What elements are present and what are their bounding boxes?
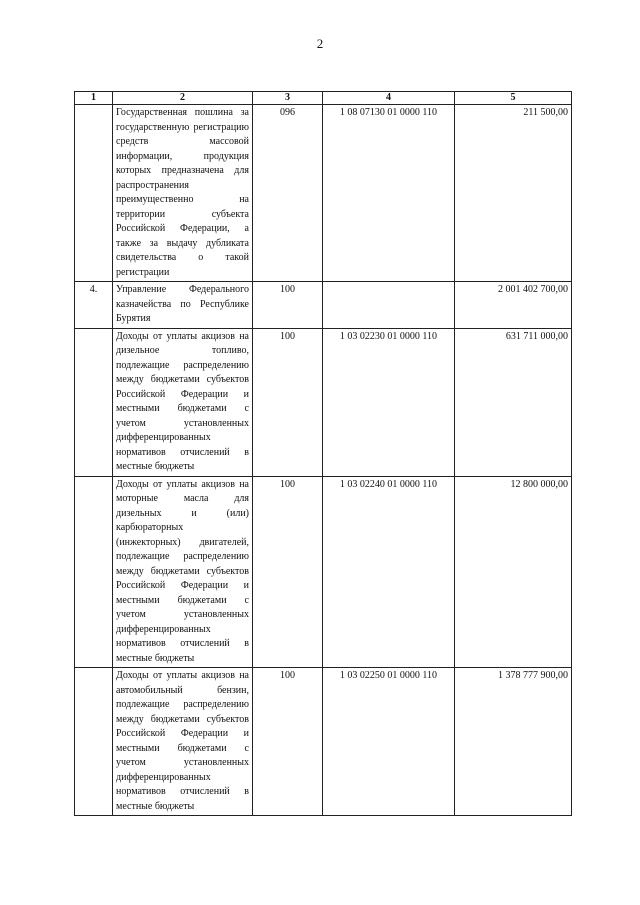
row-number	[75, 328, 113, 476]
admin-code: 100	[253, 668, 323, 816]
table-row	[75, 282, 572, 329]
row-number	[75, 668, 113, 816]
budget-classification-code: 1 03 02230 01 0000 110	[323, 328, 455, 476]
column-header-3: 3	[253, 92, 323, 105]
table-header-row	[75, 92, 572, 105]
revenue-name: Управление Федерального казначейства по Республике Бурятия	[113, 282, 253, 329]
admin-code: 100	[253, 282, 323, 329]
row-number	[75, 476, 113, 668]
row-number	[75, 105, 113, 282]
revenue-name: Государственная пошлина за государственную регистрацию средств массовой информации, продукция которых предназначена для распространения преимущественно на территории субъекта Российской Федерации, а также за выдачу дубликата свидетельства о такой регистрации	[113, 105, 253, 282]
budget-classification-code: 1 03 02240 01 0000 110	[323, 476, 455, 668]
column-header-4: 4	[323, 92, 455, 105]
column-header-2: 2	[113, 92, 253, 105]
page-number: 2	[316, 36, 324, 51]
revenue-name: Доходы от уплаты акцизов на моторные масла для дизельных и (или) карбюраторных (инжекторных) двигателей, подлежащие распределению между бюджетами субъектов Российской Федерации и местными бюджетами с учетом установленных дифференцированных нормативов отчислений в местные бюджеты	[113, 476, 253, 668]
column-header-5: 5	[455, 92, 572, 105]
amount: 211 500,00	[455, 105, 572, 282]
amount: 631 711 000,00	[455, 328, 572, 476]
budget-classification-code: 1 08 07130 01 0000 110	[323, 105, 455, 282]
amount: 2 001 402 700,00	[455, 282, 572, 329]
row-number: 4.	[75, 282, 113, 329]
admin-code: 096	[253, 105, 323, 282]
column-header-1: 1	[75, 92, 113, 105]
revenue-table	[74, 91, 572, 816]
admin-code: 100	[253, 328, 323, 476]
table-row	[75, 668, 572, 816]
table-row	[75, 105, 572, 282]
budget-classification-code: 1 03 02250 01 0000 110	[323, 668, 455, 816]
amount: 1 378 777 900,00	[455, 668, 572, 816]
table-row	[75, 476, 572, 668]
budget-classification-code	[323, 282, 455, 329]
revenue-name: Доходы от уплаты акцизов на автомобильный бензин, подлежащие распределению между бюджетами субъектов Российской Федерации и местными бюджетами с учетом установленных дифференцированных нормативов отчислений в местные бюджеты	[113, 668, 253, 816]
revenue-name: Доходы от уплаты акцизов на дизельное топливо, подлежащие распределению между бюджетами субъектов Российской Федерации и местными бюджетами с учетом установленных дифференцированных нормативов отчислений в местные бюджеты	[113, 328, 253, 476]
amount: 12 800 000,00	[455, 476, 572, 668]
table-row	[75, 328, 572, 476]
admin-code: 100	[253, 476, 323, 668]
